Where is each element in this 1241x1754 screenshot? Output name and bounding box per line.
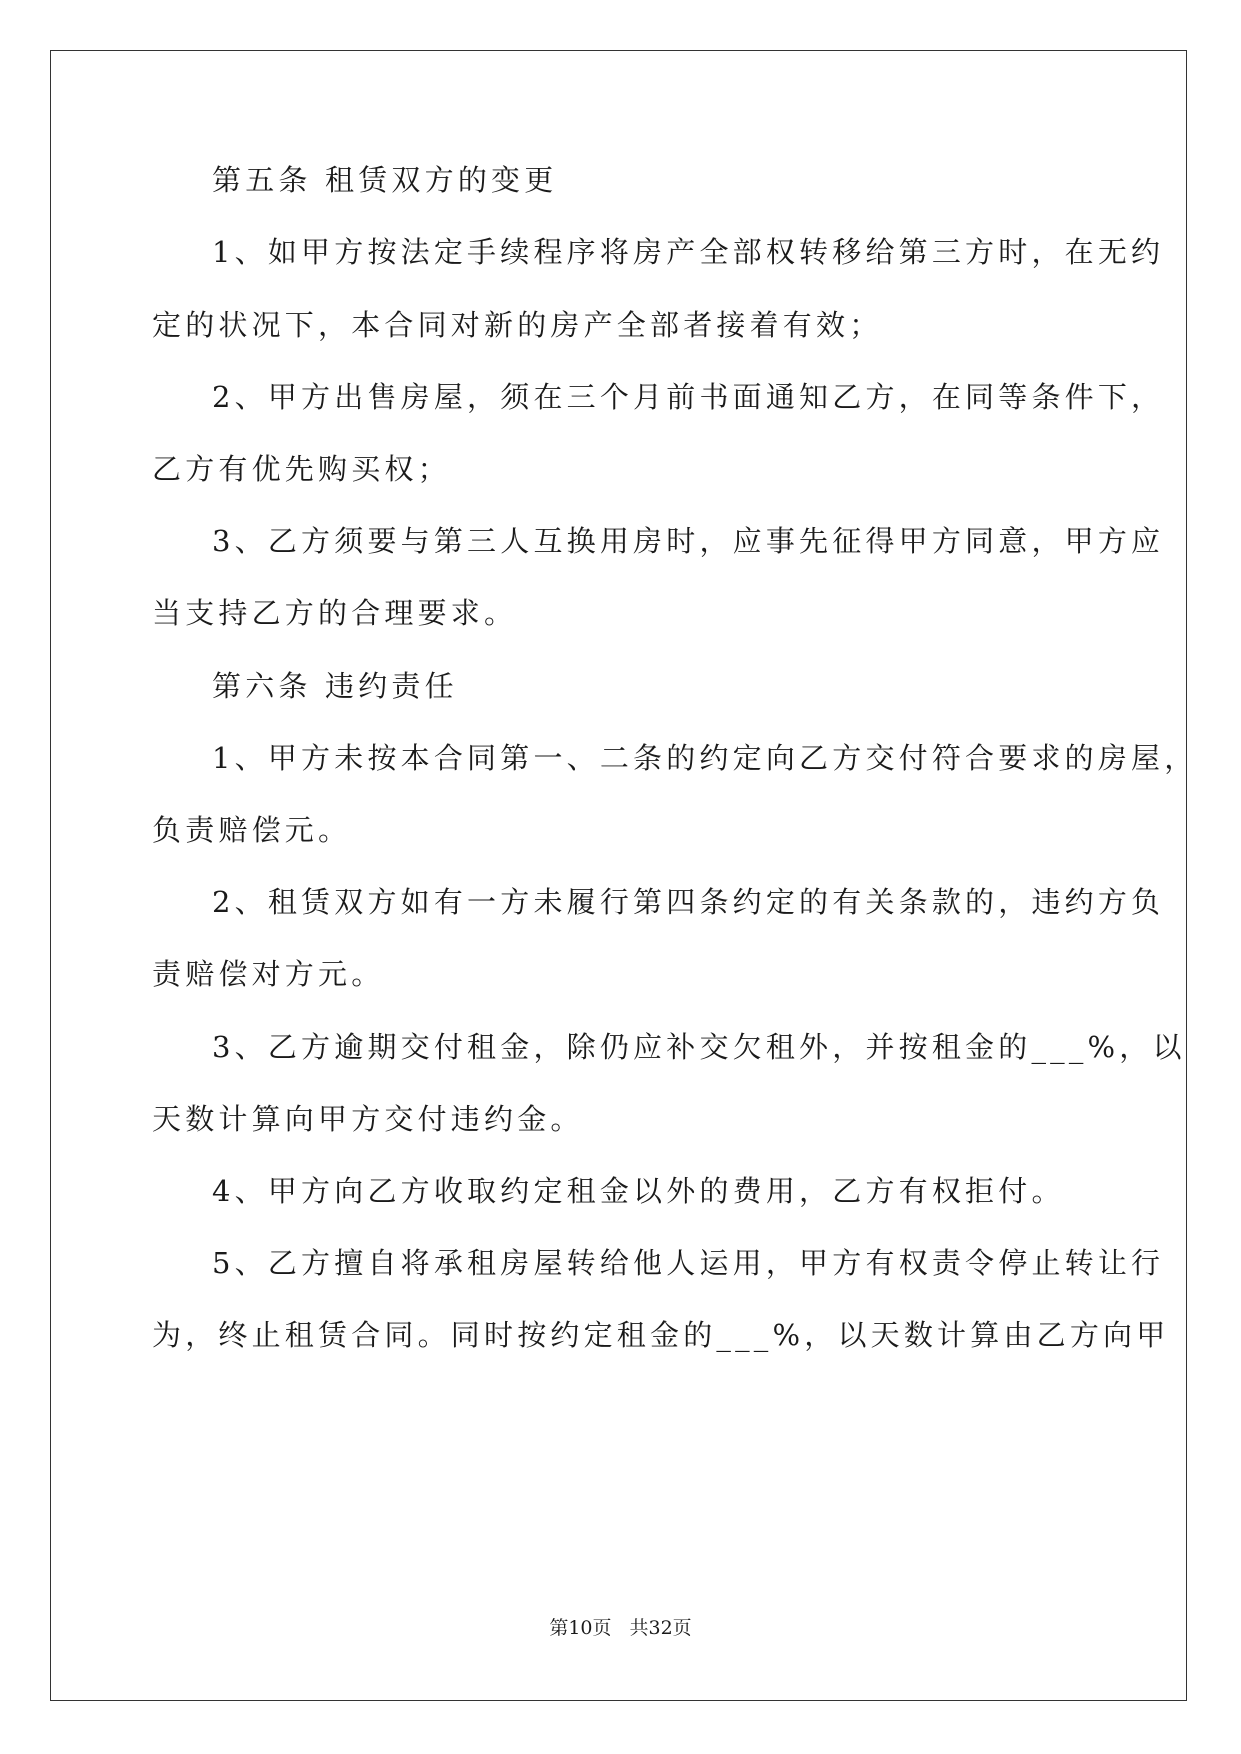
paragraph-line: 3、乙方须要与第三人互换用房时，应事先征得甲方同意，甲方应 (212, 524, 1165, 558)
page-border (50, 50, 1187, 1701)
paragraph-line: 3、乙方逾期交付租金，除仍应补交欠租外，并按租金的___%，以 (212, 1030, 1186, 1064)
paragraph-line: 2、甲方出售房屋，须在三个月前书面通知乙方，在同等条件下， (212, 380, 1165, 414)
paragraph-line: 当支持乙方的合理要求。 (152, 596, 518, 630)
paragraph-line: 1、甲方未按本合同第一、二条的约定向乙方交付符合要求的房屋， (212, 741, 1198, 775)
section-heading-5: 第五条 租赁双方的变更 (212, 163, 558, 197)
paragraph-line: 1、如甲方按法定手续程序将房产全部权转移给第三方时，在无约 (212, 235, 1165, 269)
paragraph-line: 4、甲方向乙方收取约定租金以外的费用，乙方有权拒付。 (212, 1174, 1065, 1208)
page-total: 共32页 (629, 1617, 692, 1639)
paragraph-line: 为，终止租赁合同。同时按约定租金的___%，以天数计算由乙方向甲 (152, 1318, 1170, 1352)
paragraph-line: 2、租赁双方如有一方未履行第四条约定的有关条款的，违约方负 (212, 885, 1165, 919)
section-heading-6: 第六条 违约责任 (212, 669, 458, 703)
paragraph-line: 天数计算向甲方交付违约金。 (152, 1102, 584, 1136)
page-footer (0, 1616, 1241, 1640)
paragraph-line: 定的状况下，本合同对新的房产全部者接着有效； (152, 308, 883, 342)
paragraph-line: 乙方有优先购买权； (152, 452, 451, 486)
paragraph-line: 5、乙方擅自将承租房屋转给他人运用，甲方有权责令停止转让行 (212, 1246, 1165, 1280)
page-number: 第10页 (549, 1617, 612, 1639)
paragraph-line: 负责赔偿元。 (152, 813, 352, 847)
paragraph-line: 责赔偿对方元。 (152, 957, 385, 991)
